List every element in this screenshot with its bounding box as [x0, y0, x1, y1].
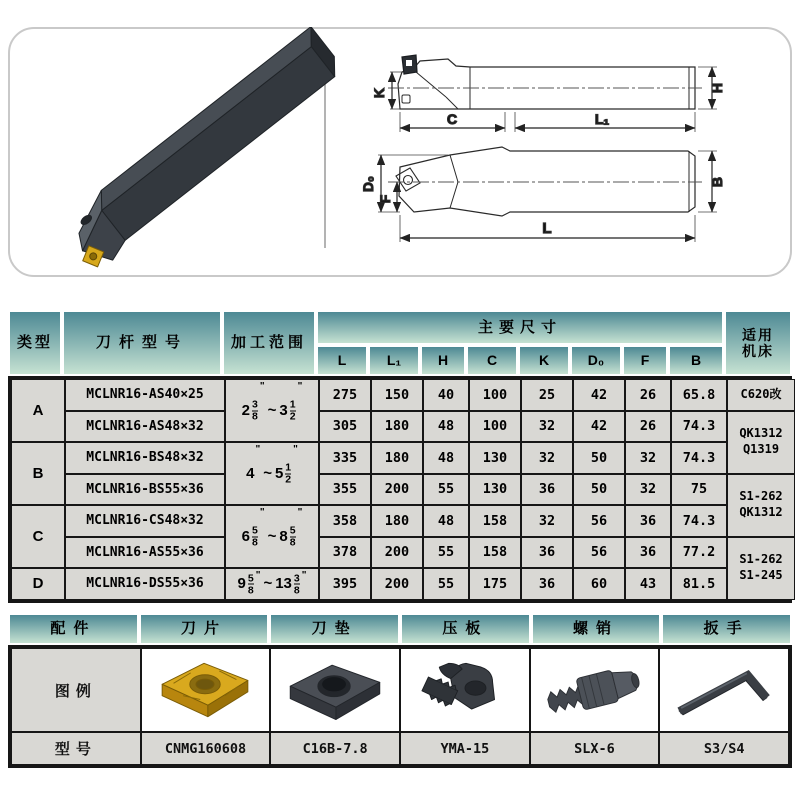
dim-cell: 36 [625, 505, 671, 537]
accessories-header-2: 刀片 [139, 613, 270, 645]
range-int: 6 [241, 528, 251, 545]
dim-cell: 335 [319, 442, 371, 474]
header-machine-line2: 机床 [742, 343, 774, 359]
inch-mark: " [255, 444, 261, 455]
dim-cell: 395 [319, 568, 371, 600]
machine-line: C620改 [740, 386, 782, 401]
range-fraction: 5 8 [252, 524, 258, 549]
dim-cell: 275 [319, 379, 371, 411]
range-tilde: ~ [267, 528, 277, 545]
type-cell: B [11, 442, 65, 505]
machine-line: Q1319 [742, 442, 780, 456]
dim-label-b: B [709, 176, 725, 188]
dim-cell: 32 [521, 411, 573, 443]
dim-cell: 358 [319, 505, 371, 537]
technical-drawing [8, 27, 792, 277]
dim-col-header-C: C [466, 345, 518, 376]
dim-cell: 55 [423, 474, 469, 506]
range-int: 4 [246, 465, 255, 482]
dim-cell: 130 [469, 442, 521, 474]
accessory-model-cell: CNMG160608 [141, 732, 271, 765]
accessories-header [8, 613, 792, 645]
inch-mark: " [297, 507, 303, 518]
range-int: 5 [274, 465, 284, 482]
dim-cell: 42 [573, 379, 625, 411]
header-machine [724, 310, 792, 376]
dim-cell: 180 [371, 411, 423, 443]
dim-cell: 65.8 [671, 379, 727, 411]
machine-cell [727, 537, 795, 600]
dim-cell: 48 [423, 505, 469, 537]
header-dimensions: 主要尺寸 [316, 310, 724, 345]
model-cell: MCLNR16-DS55×36 [65, 568, 225, 600]
machine-cell [727, 474, 795, 537]
model-row-label: 型号 [11, 732, 141, 765]
dim-cell: 50 [573, 442, 625, 474]
dim-cell: 32 [625, 474, 671, 506]
dim-cell: 55 [423, 568, 469, 600]
dim-cell: 32 [521, 505, 573, 537]
clamp-image-cell [400, 648, 530, 732]
clamp-image [404, 650, 526, 730]
dim-label-l: L [542, 220, 552, 237]
range-tilde: ~ [263, 575, 273, 593]
dim-label-k: K [371, 87, 387, 99]
iso-view [56, 27, 349, 275]
dim-cell: 175 [469, 568, 521, 600]
accessories-header-1: 配件 [8, 613, 139, 645]
header-type: 类型 [8, 310, 62, 376]
main-table-header [8, 310, 792, 376]
wrench-image [663, 650, 785, 730]
dim-label-d0: D₀ [361, 176, 376, 192]
dim-cell: 25 [521, 379, 573, 411]
dim-cell: 81.5 [671, 568, 727, 600]
dim-cell: 43 [625, 568, 671, 600]
accessory-model-cell: YMA-15 [400, 732, 530, 765]
range-int: 8 [279, 528, 288, 545]
type-cell: D [11, 568, 65, 600]
legend-row-label: 图例 [11, 648, 141, 732]
inch-mark: " [255, 570, 261, 581]
model-cell: MCLNR16-BS55×36 [65, 474, 225, 506]
dim-cell: 36 [521, 568, 573, 600]
accessories-header-6: 扳手 [661, 613, 792, 645]
side-view [371, 55, 725, 132]
accessories-header-4: 压板 [400, 613, 531, 645]
screw-pin-image [533, 650, 655, 730]
dim-cell: 158 [469, 537, 521, 569]
main-table-body [8, 376, 792, 603]
model-cell: MCLNR16-CS48×32 [65, 505, 225, 537]
dim-col-header-F: F [622, 345, 668, 376]
accessories-body [8, 645, 792, 768]
machine-line: QK1312 [739, 505, 783, 519]
dim-cell: 378 [319, 537, 371, 569]
insert-image [144, 650, 266, 730]
accessories-header-5: 螺销 [531, 613, 662, 645]
dim-cell: 56 [573, 537, 625, 569]
type-cell: A [11, 379, 65, 442]
accessory-model-cell: C16B-7.8 [270, 732, 400, 765]
range-fraction: 1 2 [285, 461, 292, 486]
dim-col-header-K: K [518, 345, 570, 376]
dim-cell: 48 [423, 411, 469, 443]
technical-drawing-panel [8, 27, 792, 277]
range-cell [225, 505, 319, 568]
range-fraction: 1 2 [289, 398, 296, 423]
dim-label-h: H [709, 82, 725, 94]
dim-cell: 26 [625, 411, 671, 443]
model-cell: MCLNR16-AS48×32 [65, 411, 225, 443]
machine-cell [727, 379, 795, 411]
insert-image-cell [141, 648, 271, 732]
dim-cell: 200 [371, 568, 423, 600]
dim-cell: 355 [319, 474, 371, 506]
dim-label-l1: L₁ [594, 111, 610, 127]
dim-cell: 200 [371, 474, 423, 506]
inch-mark: " [293, 444, 298, 455]
dim-cell: 180 [371, 442, 423, 474]
dim-cell: 77.2 [671, 537, 727, 569]
range-int: 13 [275, 575, 292, 593]
dim-col-header-D₀: D₀ [570, 345, 622, 376]
dim-cell: 74.3 [671, 505, 727, 537]
dim-cell: 100 [469, 379, 521, 411]
range-fraction: 3 8 [252, 398, 258, 423]
header-range: 加工范围 [222, 310, 316, 376]
dim-cell: 40 [423, 379, 469, 411]
dim-label-c: C [446, 111, 458, 127]
accessories-header-3: 刀垫 [269, 613, 400, 645]
dim-cell: 36 [521, 537, 573, 569]
dim-cell: 32 [521, 442, 573, 474]
dim-cell: 26 [625, 379, 671, 411]
inch-mark: " [259, 381, 265, 392]
inch-mark: " [301, 570, 307, 581]
range-cell [225, 379, 319, 442]
header-model: 刀杆型号 [62, 310, 222, 376]
range-cell [225, 568, 319, 600]
machine-line: S1-262 [739, 489, 783, 504]
wrench-image-cell [659, 648, 789, 732]
accessory-model-cell: S3/S4 [659, 732, 789, 765]
dim-cell: 74.3 [671, 442, 727, 474]
dim-col-header-L₁: L₁ [368, 345, 420, 376]
range-int: 9 [237, 575, 246, 593]
dim-cell: 60 [573, 568, 625, 600]
plan-view [361, 147, 725, 242]
dim-cell: 305 [319, 411, 371, 443]
inch-mark: " [259, 507, 265, 518]
machine-line: QK1312 [739, 426, 783, 441]
dim-col-header-H: H [420, 345, 466, 376]
header-machine-line1: 适用 [742, 326, 774, 343]
dim-cell: 130 [469, 474, 521, 506]
dim-cell: 200 [371, 537, 423, 569]
dim-cell: 100 [469, 411, 521, 443]
range-int: 3 [279, 402, 288, 419]
range-tilde: ~ [267, 402, 277, 419]
inch-mark: " [297, 381, 303, 392]
dim-cell: 36 [521, 474, 573, 506]
machine-cell [727, 411, 795, 474]
dim-cell: 56 [573, 505, 625, 537]
shim-image [274, 650, 396, 730]
range-fraction: 5 8 [289, 524, 296, 549]
range-tilde: ~ [263, 465, 272, 482]
machine-line: S1-262 [739, 552, 783, 567]
model-cell: MCLNR16-BS48×32 [65, 442, 225, 474]
dim-cell: 75 [671, 474, 727, 506]
dim-col-header-B: B [668, 345, 724, 376]
machine-line: S1-245 [739, 568, 783, 582]
dim-cell: 55 [423, 537, 469, 569]
range-cell [225, 442, 319, 505]
dim-cell: 48 [423, 442, 469, 474]
dim-cell: 42 [573, 411, 625, 443]
range-int: 2 [241, 402, 251, 419]
dim-cell: 150 [371, 379, 423, 411]
accessory-model-cell: SLX-6 [530, 732, 660, 765]
range-fraction: 5 8 [247, 572, 254, 596]
model-cell: MCLNR16-AS40×25 [65, 379, 225, 411]
shim-image-cell [270, 648, 400, 732]
dim-cell: 158 [469, 505, 521, 537]
range-fraction: 3 8 [293, 572, 300, 596]
screw-pin-image-cell [530, 648, 660, 732]
dim-cell: 50 [573, 474, 625, 506]
type-cell: C [11, 505, 65, 568]
dim-cell: 74.3 [671, 411, 727, 443]
model-cell: MCLNR16-AS55×36 [65, 537, 225, 569]
dim-cell: 180 [371, 505, 423, 537]
dim-cell: 32 [625, 442, 671, 474]
dim-cell: 36 [625, 537, 671, 569]
dim-label-f: F [378, 194, 393, 204]
dim-col-header-L: L [316, 345, 368, 376]
